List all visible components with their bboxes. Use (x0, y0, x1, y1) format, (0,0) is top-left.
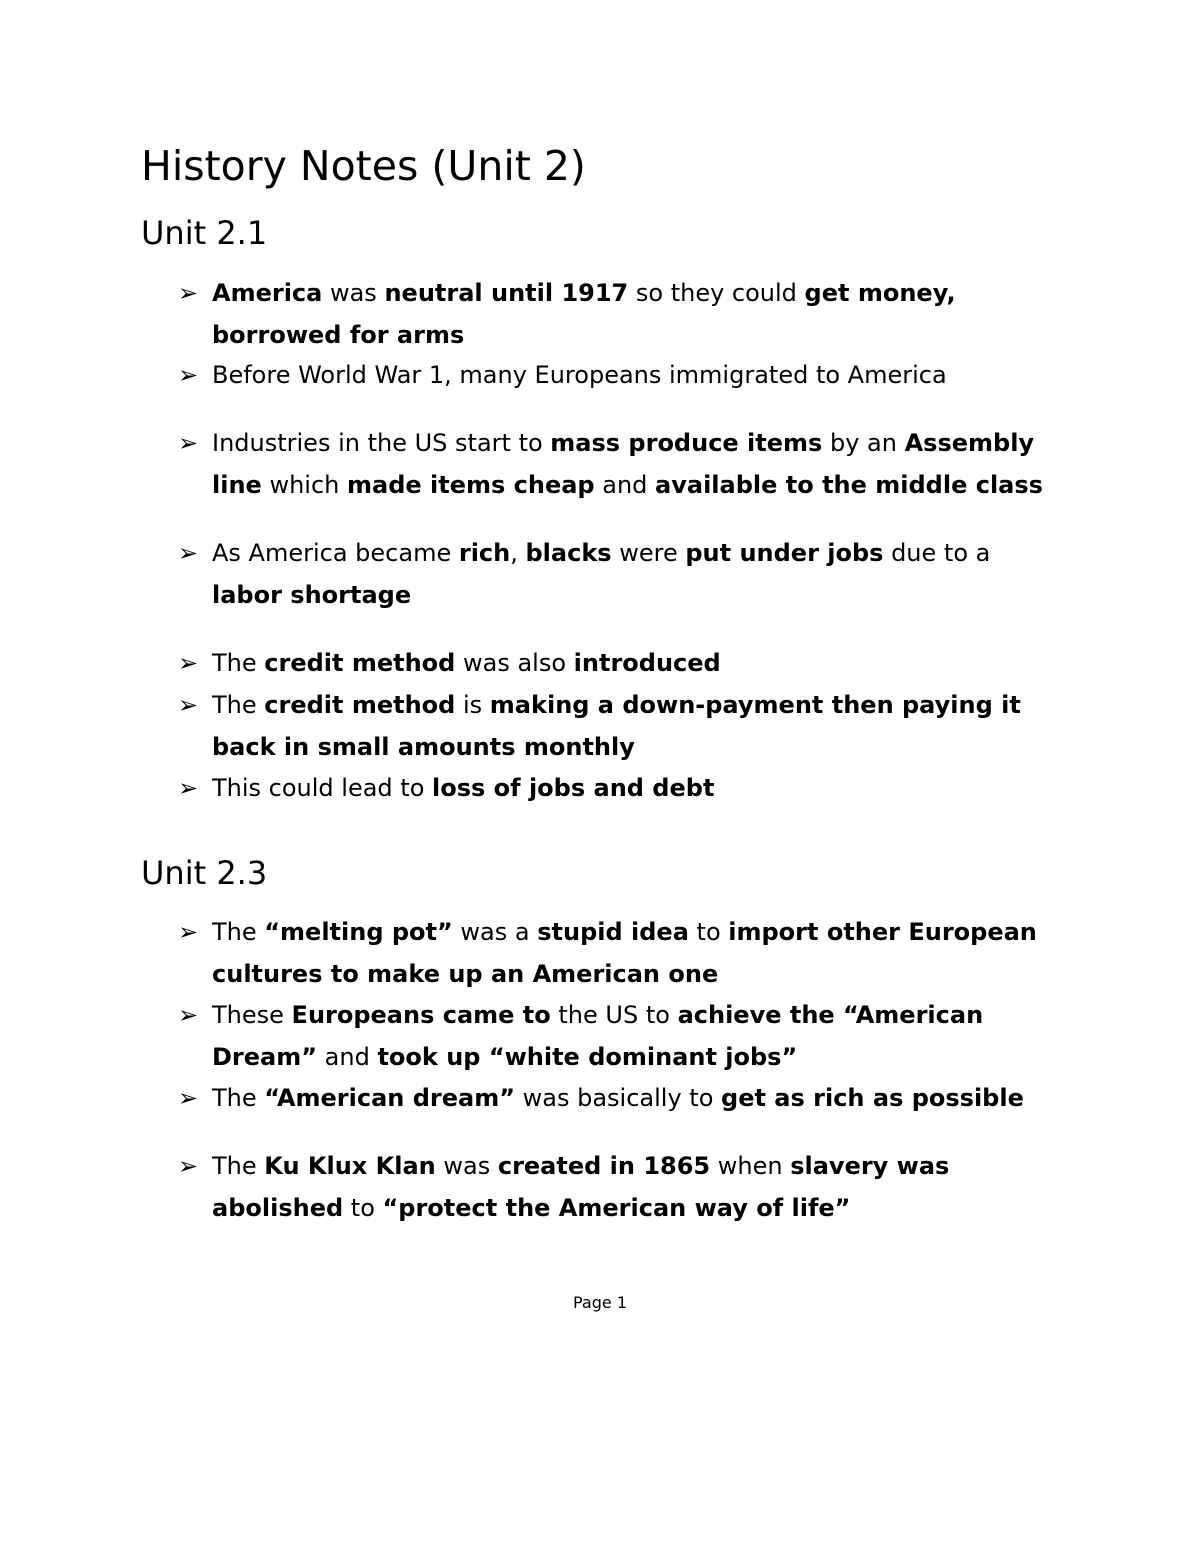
arrow-bullet-icon: ➢ (178, 1152, 199, 1180)
arrow-bullet-icon: ➢ (178, 279, 199, 307)
list-item (178, 767, 1058, 809)
list-item-text: The Ku Klux Klan was created in 1865 when slavery was abolished to “protect the American way of life” (212, 1152, 950, 1222)
arrow-bullet-icon: ➢ (178, 361, 199, 389)
list-item (178, 272, 1058, 356)
section-heading-unit-2-3: Unit 2.3 (141, 854, 268, 892)
arrow-bullet-icon: ➢ (178, 918, 199, 946)
list-item-text: These Europeans came to the US to achieve the “American Dream” and took up “white dominant jobs” (212, 1001, 984, 1071)
list-item-text: As America became rich, blacks were put under jobs due to a labor shortage (212, 539, 991, 609)
list-item-text: This could lead to loss of jobs and debt (212, 774, 715, 802)
arrow-bullet-icon: ➢ (178, 429, 199, 457)
list-item (178, 911, 1058, 995)
list-item (178, 642, 1058, 684)
list-item (178, 994, 1058, 1078)
document-title: History Notes (Unit 2) (141, 142, 586, 190)
list-item (178, 1145, 1058, 1229)
section-heading-unit-2-1: Unit 2.1 (141, 214, 268, 252)
list-item (178, 532, 1058, 616)
list-item-text: The credit method was also introduced (212, 649, 721, 677)
arrow-bullet-icon: ➢ (178, 1084, 199, 1112)
list-item (178, 1077, 1058, 1119)
arrow-bullet-icon: ➢ (178, 774, 199, 802)
list-item-text: The “American dream” was basically to get as rich as possible (212, 1084, 1024, 1112)
list-item-text: The credit method is making a down-payment then paying it back in small amounts monthly (212, 691, 1021, 761)
list-item-text: The “melting pot” was a stupid idea to import other European cultures to make up an American one (212, 918, 1037, 988)
list-item-text: America was neutral until 1917 so they could get money, borrowed for arms (212, 279, 956, 349)
list-item (178, 422, 1058, 506)
list-item (178, 354, 1058, 396)
list-item (178, 684, 1058, 768)
arrow-bullet-icon: ➢ (178, 691, 199, 719)
page-number: Page 1 (573, 1293, 627, 1312)
arrow-bullet-icon: ➢ (178, 1001, 199, 1029)
list-item-text: Before World War 1, many Europeans immigrated to America (212, 361, 947, 389)
arrow-bullet-icon: ➢ (178, 649, 199, 677)
list-item-text: Industries in the US start to mass produce items by an Assembly line which made items cheap and available to the middle class (212, 429, 1043, 499)
arrow-bullet-icon: ➢ (178, 539, 199, 567)
